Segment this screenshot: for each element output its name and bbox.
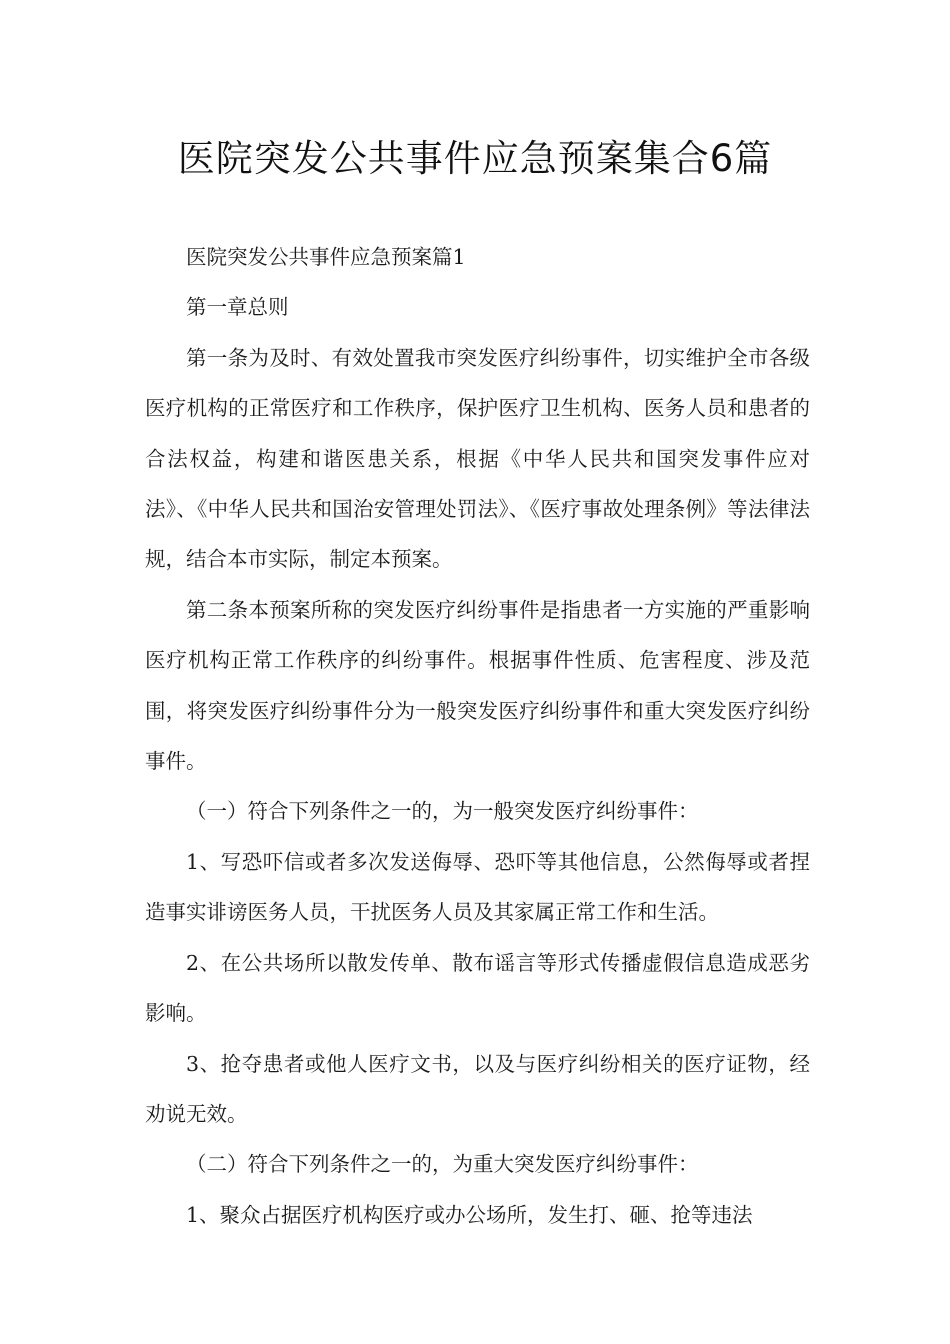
section-heading: 医院突发公共事件应急预案篇1: [186, 245, 466, 269]
list-item: 2、在公共场所以散发传单、散布谣言等形式传播虚假信息造成恶劣影响。: [145, 950, 810, 1026]
chapter-heading: 第一章总则: [186, 295, 289, 320]
clause-heading: （一）符合下列条件之一的，为一般突发医疗纠纷事件：: [186, 799, 699, 824]
clause-heading: （二）符合下列条件之一的，为重大突发医疗纠纷事件：: [186, 1152, 699, 1177]
list-item: 1、写恐吓信或者多次发送侮辱、恐吓等其他信息，公然侮辱或者捏造事实诽谤医务人员，干扰医务人员及其家属正常工作和生活。: [145, 849, 810, 925]
article-paragraph: 第二条本预案所称的突发医疗纠纷事件是指患者一方实施的严重影响医疗机构正常工作秩序的纠纷事件。根据事件性质、危害程度、涉及范围，将突发医疗纠纷事件分为一般突发医疗纠纷事件和重大突发医疗纠纷事件。: [145, 597, 810, 774]
list-item: 1、聚众占据医疗机构医疗或办公场所，发生打、砸、抢等违法: [186, 1202, 753, 1227]
article-paragraph: 第一条为及时、有效处置我市突发医疗纠纷事件，切实维护全市各级医疗机构的正常医疗和工作秩序，保护医疗卫生机构、医务人员和患者的合法权益，构建和谐医患关系，根据《中华人民共和国突发事件应对法》、《中华人民共和国治安管理处罚法》、《医疗事故处理条例》等法律法规，结合本市实际，制定本预案。: [145, 345, 810, 572]
list-item: 3、抢夺患者或他人医疗文书，以及与医疗纠纷相关的医疗证物，经劝说无效。: [145, 1051, 810, 1126]
document-title: 医院突发公共事件应急预案集合6篇: [177, 137, 773, 180]
document-body: [145, 232, 810, 1240]
